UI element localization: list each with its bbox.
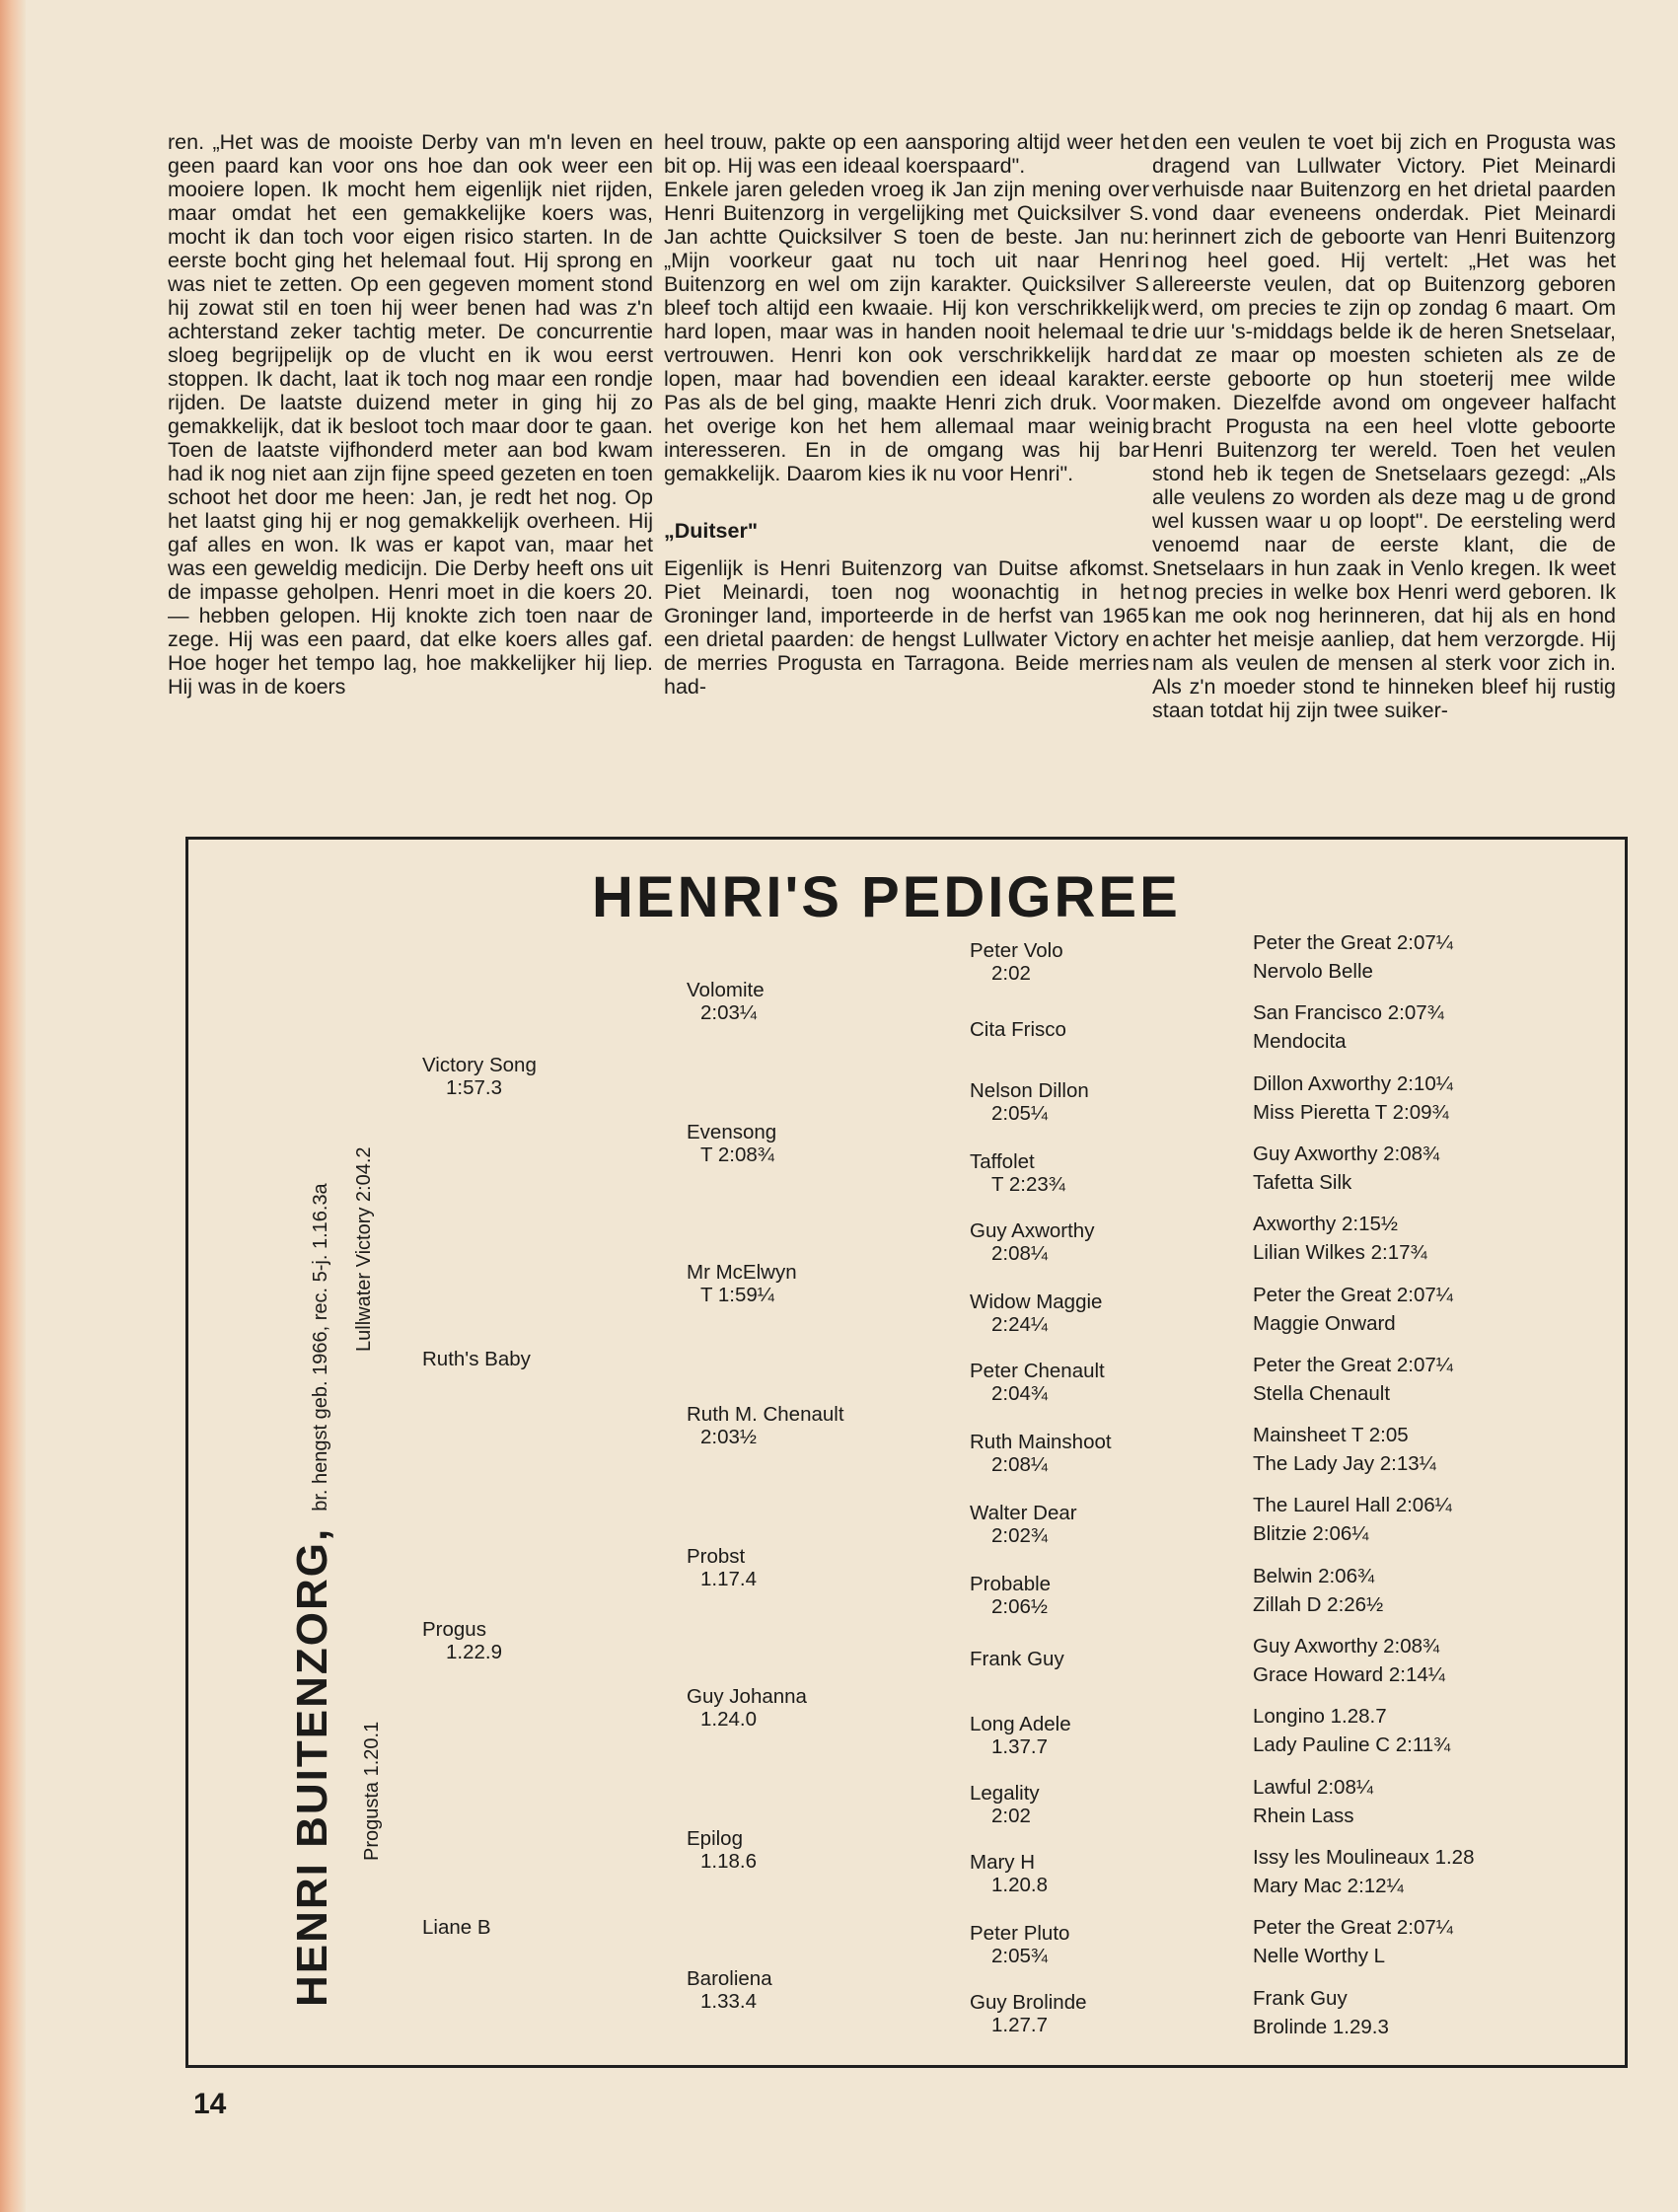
fifth-generation-entry: The Laurel Hall 2:06¼ <box>1253 1494 1452 1516</box>
fifth-generation-entry: Miss Pieretta T 2:09¾ <box>1253 1101 1449 1124</box>
fifth-generation-entry: Nelle Worthy L <box>1253 1945 1386 1967</box>
grandparent-time: 1:57.3 <box>446 1076 502 1099</box>
ancestor-name: Nelson Dillon <box>970 1079 1089 1102</box>
ancestor-time: 2:06½ <box>991 1595 1048 1618</box>
ancestor-time: 2:02 <box>991 1805 1031 1827</box>
grandparent-name: Progus <box>422 1618 486 1641</box>
ancestor-name: Probable <box>970 1573 1052 1595</box>
article-paragraph: den een veulen te voet bij zich en Progusta was dragend van Lullwater Victory. Piet Meinardi verhuisde naar Buitenzorg en het drietal paarden vond daar eveneens onderdak. Piet Meinardi herinnert zich de geboorte van Henri Buitenzorg nog heel goed. Hij vertelt: „Het was het allereerste veulen, dat op Buitenzorg geboren werd, om precies te zijn op zondag 6 maart. Om drie uur 's-middags belde ik de heren Snetselaar, dat ze maar op moesten schieten als ze de eerste geboorte op hun stoeterij mee wilde maken. Diezelfde avond om ongeveer halfacht bracht Progusta na een heel vlotte geboorte Henri Buitenzorg ter wereld. Toen het veulen stond heb ik tegen de Snetselaars gezegd: „Als alle veulens zo worden als deze mag u de grond wel kussen waar u op loopt". De eersteling werd venoemd naar de eerste klant, die de Snetselaars in hun zaak in Venlo kregen. Ik weet nog precies in welke box Henri werd geboren. Ik kan me ook nog herinneren, dat hij als en hond achter het meisje aanliep, dat hem verzorgde. Hij nam als veulen de mensen al sterk voor zich in. Als z'n moeder stond te hinneken bleef hij rustig staan totdat hij zijn twee suiker- <box>1152 130 1616 722</box>
grandparent-name: Ruth's Baby <box>422 1348 531 1370</box>
ancestor-name: Guy Brolinde <box>970 1991 1087 2014</box>
page-number: 14 <box>193 2088 227 2120</box>
fifth-generation-entry: Guy Axworthy 2:08¾ <box>1253 1143 1440 1165</box>
great-grandparent-time: T 2:08¾ <box>700 1143 774 1166</box>
fifth-generation-entry: Dillon Axworthy 2:10¼ <box>1253 1072 1453 1095</box>
ancestor-time: 2:02¾ <box>991 1524 1048 1547</box>
ancestor-name: Peter Volo <box>970 939 1063 962</box>
page-edge <box>0 0 26 2212</box>
ancestor-time: 2:05¾ <box>991 1945 1048 1967</box>
grandparent-time: 1.22.9 <box>446 1641 502 1663</box>
article-column-1 <box>168 130 653 699</box>
ancestor-name: Ruth Mainshoot <box>970 1431 1112 1453</box>
ancestor-time: 2:08¼ <box>991 1242 1048 1265</box>
ancestor-name: Taffolet <box>970 1150 1035 1173</box>
fifth-generation-entry: Mary Mac 2:12¼ <box>1253 1875 1404 1897</box>
article-paragraph: Eigenlijk is Henri Buitenzorg van Duitse afkomst. Piet Meinardi, toen nog woonachtig in het Groninger land, importeerde in de herfst van 1965 een drietal paarden: de hengst Lullwater Victory en de merries Progusta en Tarragona. Beide merries had- <box>664 556 1149 699</box>
fifth-generation-entry: The Lady Jay 2:13¼ <box>1253 1452 1436 1475</box>
ancestor-time: 1.20.8 <box>991 1874 1048 1896</box>
ancestor-time: 2:04¾ <box>991 1382 1048 1405</box>
ancestor-time: 2:08¼ <box>991 1453 1048 1476</box>
great-grandparent-name: Ruth M. Chenault <box>687 1403 844 1426</box>
ancestor-name: Peter Pluto <box>970 1922 1070 1945</box>
fifth-generation-entry: Mainsheet T 2:05 <box>1253 1424 1409 1446</box>
article-column-2 <box>664 130 1149 699</box>
fifth-generation-entry: Brolinde 1.29.3 <box>1253 2016 1389 2038</box>
ancestor-name: Walter Dear <box>970 1502 1077 1524</box>
horse-name: HENRI BUITENZORG, <box>288 1526 336 2007</box>
ancestor-time: 1.37.7 <box>991 1735 1048 1758</box>
great-grandparent-time: 1.24.0 <box>700 1708 757 1731</box>
fifth-generation-entry: Axworthy 2:15½ <box>1253 1213 1398 1235</box>
fifth-generation-entry: Peter the Great 2:07¼ <box>1253 1916 1453 1939</box>
great-grandparent-name: Mr McElwyn <box>687 1261 797 1284</box>
article-column-3 <box>1152 130 1616 722</box>
grandparent-name: Liane B <box>422 1916 491 1939</box>
ancestor-name: Peter Chenault <box>970 1360 1105 1382</box>
article-paragraph: heel trouw, pakte op een aansporing altijd weer het bit op. Hij was een ideaal koerspaard". <box>664 130 1149 178</box>
fifth-generation-entry: Lilian Wilkes 2:17¾ <box>1253 1241 1427 1264</box>
great-grandparent-time: 1.33.4 <box>700 1990 757 2013</box>
fifth-generation-entry: Peter the Great 2:07¼ <box>1253 1284 1453 1306</box>
great-grandparent-name: Epilog <box>687 1827 743 1850</box>
ancestor-time: 2:05¼ <box>991 1102 1048 1125</box>
fifth-generation-entry: Tafetta Silk <box>1253 1171 1352 1194</box>
ancestor-name: Cita Frisco <box>970 1018 1066 1041</box>
ancestor-name: Legality <box>970 1782 1040 1805</box>
fifth-generation-entry: Blitzie 2:06¼ <box>1253 1522 1369 1545</box>
horse-info: br. hengst geb. 1966, rec. 5-j. 1.16.3a <box>310 1183 331 1512</box>
great-grandparent-name: Volomite <box>687 979 765 1001</box>
fifth-generation-entry: Maggie Onward <box>1253 1312 1396 1335</box>
fifth-generation-entry: Frank Guy <box>1253 1987 1348 2010</box>
great-grandparent-time: 1.18.6 <box>700 1850 757 1873</box>
ancestor-name: Frank Guy <box>970 1648 1064 1670</box>
ancestor-name: Guy Axworthy <box>970 1219 1095 1242</box>
article-subheading: „Duitser" <box>664 519 759 543</box>
pedigree-title: HENRI'S PEDIGREE <box>592 865 1181 929</box>
great-grandparent-time: 2:03½ <box>700 1426 757 1448</box>
fifth-generation-entry: Issy les Moulineaux 1.28 <box>1253 1846 1475 1869</box>
ancestor-time: 1.27.7 <box>991 2014 1048 2036</box>
fifth-generation-entry: Nervolo Belle <box>1253 960 1373 983</box>
horse-heading <box>288 1183 337 2007</box>
fifth-generation-entry: Belwin 2:06¾ <box>1253 1565 1375 1587</box>
fifth-generation-entry: Stella Chenault <box>1253 1382 1391 1405</box>
ancestor-name: Widow Maggie <box>970 1290 1103 1313</box>
fifth-generation-entry: San Francisco 2:07¾ <box>1253 1001 1444 1024</box>
great-grandparent-name: Probst <box>687 1545 746 1568</box>
fifth-generation-entry: Mendocita <box>1253 1030 1347 1053</box>
article-paragraph: Enkele jaren geleden vroeg ik Jan zijn mening over Henri Buitenzorg in vergelijking met Quicksilver S. Jan achtte Quicksilver S toen de beste. Jan nu: „Mijn voorkeur gaat nu toch uit naar Henri Buitenzorg en wel om zijn karakter. Quicksilver S bleef toch altijd een kwaaie. Hij kon verschrikkelijk hard lopen, maar was in handen nooit helemaal te vertrouwen. Henri kon ook verschrikkelijk hard lopen, maar had bovendien een ideaal karakter. Pas als de bel ging, maakte Henri zich druk. Voor het overige kon het hem allemaal maar weinig interesseren. En in de omgang was hij bar gemakkelijk. Daarom kies ik nu voor Henri". <box>664 178 1149 485</box>
fifth-generation-entry: Lawful 2:08¼ <box>1253 1776 1373 1799</box>
great-grandparent-time: 2:03¼ <box>700 1001 757 1024</box>
fifth-generation-entry: Grace Howard 2:14¼ <box>1253 1663 1445 1686</box>
fifth-generation-entry: Guy Axworthy 2:08¾ <box>1253 1635 1440 1658</box>
ancestor-time: T 2:23¾ <box>991 1173 1065 1196</box>
grandparent-name: Victory Song <box>422 1054 537 1076</box>
great-grandparent-time: 1.17.4 <box>700 1568 757 1590</box>
ancestor-time: 2:02 <box>991 962 1031 985</box>
ancestor-name: Mary H <box>970 1851 1036 1874</box>
dam-label: Progusta 1.20.1 <box>361 1721 383 1861</box>
fifth-generation-entry: Zillah D 2:26½ <box>1253 1593 1384 1616</box>
fifth-generation-entry: Peter the Great 2:07¼ <box>1253 1354 1453 1376</box>
great-grandparent-name: Baroliena <box>687 1967 772 1990</box>
great-grandparent-name: Evensong <box>687 1121 777 1143</box>
article-paragraph: ren. „Het was de mooiste Derby van m'n leven en geen paard kan voor ons hoe dan ook weer een mooiere lopen. Ik mocht hem eigenlijk niet rijden, maar omdat het een gemakkelijke koers was, mocht ik dan toch voor eigen risico starten. In de eerste bocht ging het helemaal fout. Hij sprong en was niet te zetten. Op een gegeven moment stond hij zowat stil en toen hij weer benen had was z'n achterstand zeker tachtig meter. De concurrentie sloeg begrijpelijk op de vlucht en ik wou eerst stoppen. Ik dacht, laat ik toch nog maar een rondje rijden. De laatste duizend meter in ging hij zo gemakkelijk, dat ik besloot toch maar door te gaan. Toen de laatste vijfhonderd meter aan bod kwam had ik nog niet aan zijn fijne speed gezeten en toen schoot het door me heen: Jan, je redt het nog. Op het laatst ging hij er nog gemakkelijk overheen. Hij gaf alles en won. Ik was er kapot van, maar het was een geweldig medicijn. Die Derby heeft ons uit de impasse geholpen. Henri moet in die koers 20.— hebben gelopen. Hij knokte zich toen naar de zege. Hij was een paard, dat elke koers alles gaf. Hoe hoger het tempo lag, hoe makkelijker hij liep. Hij was in de koers <box>168 130 653 699</box>
sire-label: Lullwater Victory 2:04.2 <box>353 1146 375 1352</box>
great-grandparent-name: Guy Johanna <box>687 1685 807 1708</box>
great-grandparent-time: T 1:59¼ <box>700 1284 774 1306</box>
fifth-generation-entry: Peter the Great 2:07¼ <box>1253 931 1453 954</box>
ancestor-name: Long Adele <box>970 1713 1071 1735</box>
fifth-generation-entry: Rhein Lass <box>1253 1805 1354 1827</box>
fifth-generation-entry: Longino 1.28.7 <box>1253 1705 1387 1728</box>
fifth-generation-entry: Lady Pauline C 2:11¾ <box>1253 1733 1451 1756</box>
ancestor-time: 2:24¼ <box>991 1313 1048 1336</box>
